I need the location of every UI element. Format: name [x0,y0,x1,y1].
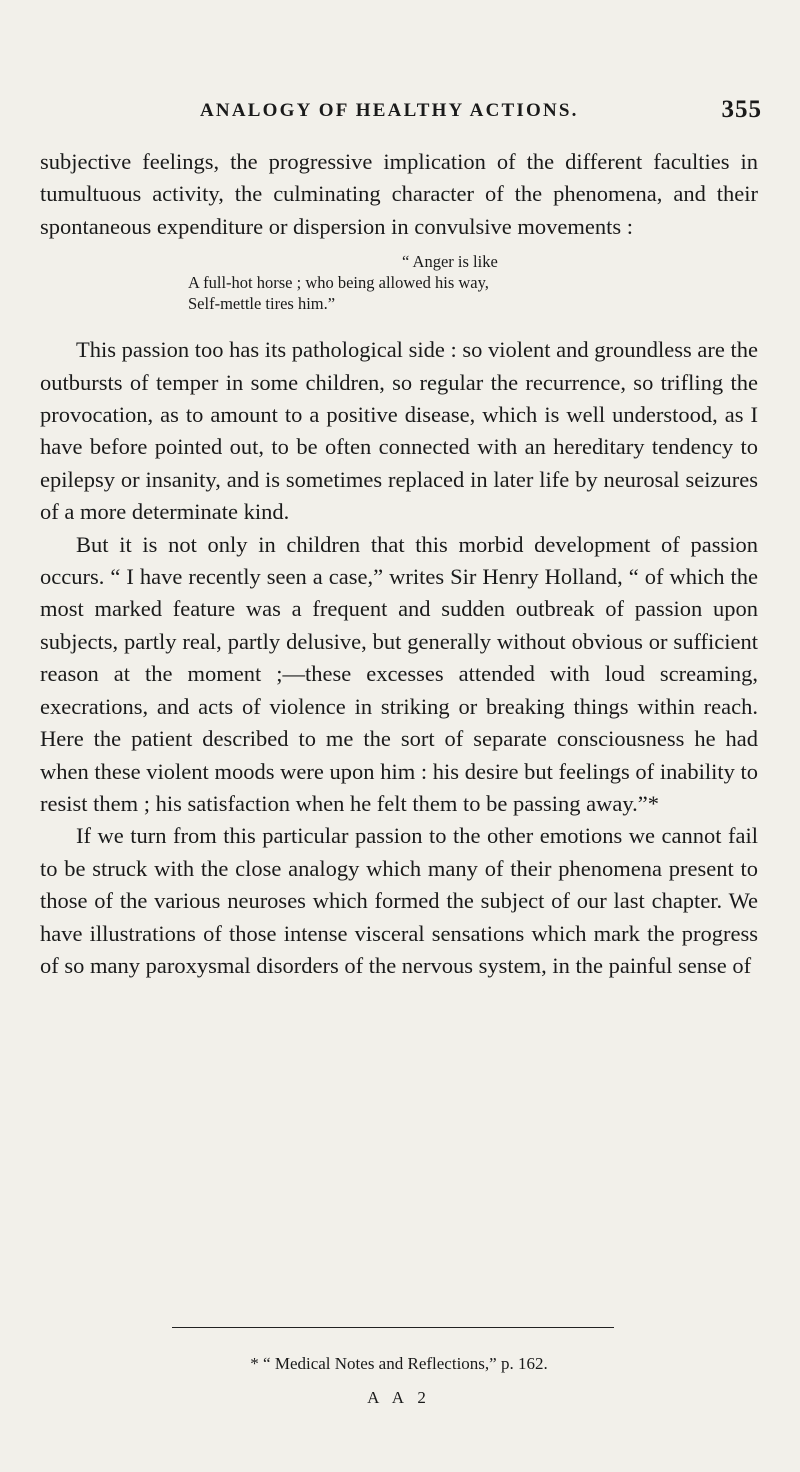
signature-mark: A A 2 [367,1388,431,1407]
body-text [40,146,758,982]
paragraph-emotions-analogy: If we turn from this particular passion to the other emotions we cannot fail to be struck with the close analogy which many of their phenomena present to those of the various neuroses which formed the subject of our last chapter. We have illustrations of those intense visceral sensations which mark the progress of so many paroxysmal disorders of the nervous system, in the painful sense of [40,823,758,978]
quote-line-3: Self-mettle tires him.” [188,294,336,314]
quote-line-2: A full-hot horse ; who being allowed his way, [188,273,489,293]
page-number: 355 [721,96,762,123]
quote-line-1: “ Anger is like [402,252,498,272]
footnote: * “ Medical Notes and Reflections,” p. 162. [250,1354,548,1373]
running-title: ANALOGY OF HEALTHY ACTIONS. [200,100,579,121]
paragraph-holland-case: But it is not only in children that this morbid development of passion occurs. “ I have recently seen a case,” writes Sir Henry Holland, “ of which the most marked feature was a frequent and sudden outbreak of passion upon subjects, partly real, partly delusive, but generally without obvious or sufficient reason at the moment ;—these excesses attended with loud screaming, execrations, and acts of violence in striking or breaking things within reach. Here the patient described to me the sort of separate consciousness he had when these violent moods were upon him : his desire but feelings of inability to resist them ; his satisfaction when he felt them to be passing away.”* [40,531,758,816]
verse-quote [188,251,628,314]
footnote-rule [172,1327,614,1328]
paragraph-continued: subjective feelings, the progressive implication of the different faculties in tumultuous activity, the culminating character of the phenomena, and their spontaneous expenditure or dispersion in convulsive movements : [40,149,758,239]
paragraph-pathological: This passion too has its pathological side : so violent and groundless are the outbursts of temper in some children, so regular the recurrence, so trifling the provocation, as to amount to a positive disease, which is well understood, as I have before pointed out, to be often connected with an hereditary tendency to epilepsy or insanity, and is sometimes replaced in later life by neurosal seizures of a more determinate kind. [40,337,758,525]
running-head [40,96,762,130]
